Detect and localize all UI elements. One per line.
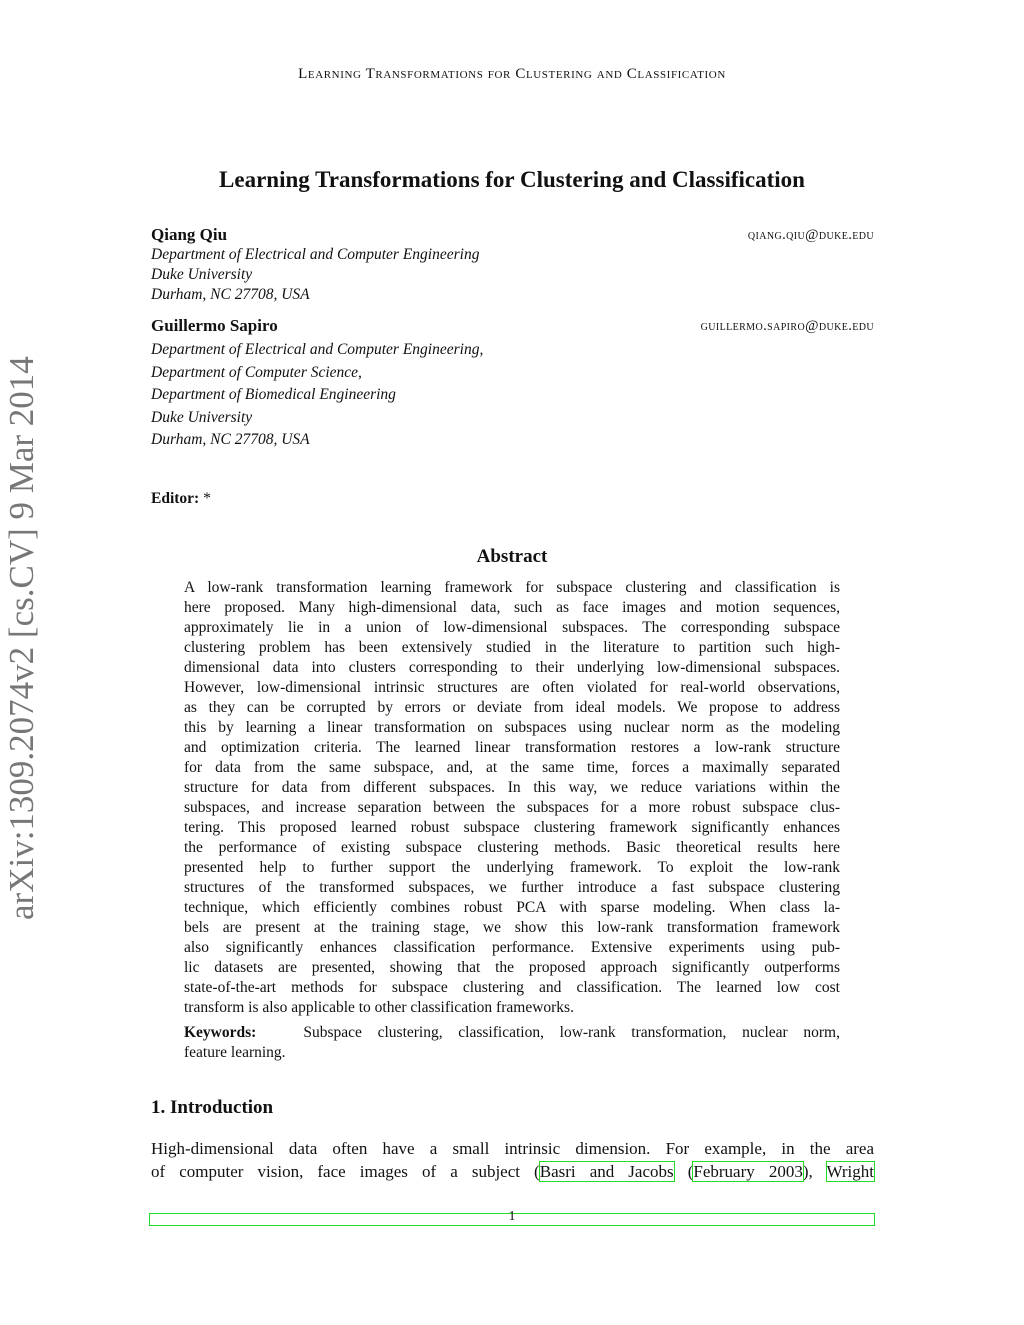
intro-line bbox=[151, 1160, 874, 1183]
abstract-line: clustering problem has been extensively studied in the literature to partition such high- bbox=[184, 639, 840, 656]
abstract-line: structure for data from different subspaces. In this way, we reduce variations within the bbox=[184, 779, 840, 796]
affiliation-line: Department of Biomedical Engineering bbox=[151, 386, 396, 404]
paper-title: Learning Transformations for Clustering and Classification bbox=[219, 167, 805, 192]
author-email-sapiro[interactable]: guillermo.sapiro@duke.edu bbox=[700, 318, 874, 334]
citation-link-wright[interactable]: Wright bbox=[826, 1162, 874, 1181]
running-head: Learning Transformations for Clustering and Classification bbox=[298, 66, 726, 82]
abstract-line: structures of the transformed subspaces, we further introduce a fast subspace clustering bbox=[184, 879, 840, 896]
author-email-qiu[interactable]: qiang.qiu@duke.edu bbox=[747, 227, 874, 243]
keywords-block bbox=[184, 1023, 840, 1063]
abstract-line: technique, which efficiently combines robust PCA with sparse modeling. When class la- bbox=[184, 899, 840, 916]
abstract-line: and optimization criteria. The learned linear transformation restores a low-rank structure bbox=[184, 739, 840, 756]
abstract-line: lic datasets are presented, showing that the proposed approach significantly outperforms bbox=[184, 959, 840, 976]
page-number: 1 bbox=[508, 1209, 516, 1224]
affiliation-line: Durham, NC 27708, USA bbox=[151, 431, 310, 449]
affiliation-line: Department of Electrical and Computer Engineering bbox=[151, 246, 480, 263]
abstract-line: subspaces, and increase separation between the subspaces for a more robust subspace clus- bbox=[184, 799, 840, 816]
editor-value: * bbox=[203, 490, 211, 507]
intro-text: ), bbox=[802, 1162, 827, 1181]
citation-link-basri-jacobs[interactable]: Basri and Jacobs bbox=[539, 1162, 674, 1181]
author-name-qiu: Qiang Qiu bbox=[151, 225, 228, 244]
keywords-line: feature learning. bbox=[184, 1044, 286, 1061]
intro-line: High-dimensional data often have a small intrinsic dimension. For example, in the area bbox=[151, 1139, 874, 1158]
abstract-line: presented help to further support the underlying framework. To exploit the low-rank bbox=[184, 859, 840, 876]
author-affiliation-sapiro bbox=[151, 339, 483, 452]
affiliation-line: Department of Computer Science, bbox=[151, 363, 362, 381]
author-name-sapiro: Guillermo Sapiro bbox=[151, 316, 278, 335]
arxiv-identifier-stamp: arXiv:1309.2074v2 [cs.CV] 9 Mar 2014 bbox=[2, 356, 41, 920]
affiliation-line: Department of Electrical and Computer Engineering, bbox=[151, 341, 484, 358]
abstract-line: bels are present at the training stage, we show this low-rank transformation framework bbox=[184, 919, 840, 936]
affiliation-line: Duke University bbox=[151, 408, 253, 426]
abstract-line: tering. This proposed learned robust subspace clustering framework significantly enhances bbox=[184, 819, 840, 836]
keywords-label: Keywords: bbox=[184, 1024, 257, 1041]
abstract-line: here proposed. Many high-dimensional data, such as face images and motion sequences, bbox=[184, 599, 840, 616]
citation-link-year[interactable]: February 2003 bbox=[693, 1162, 803, 1181]
section-heading-introduction: 1. Introduction bbox=[151, 1097, 274, 1118]
abstract-line: However, low-dimensional intrinsic structures are often violated for real-world observations, bbox=[184, 679, 840, 696]
abstract-line: dimensional data into clusters corresponding to their underlying low-dimensional subspaces. bbox=[184, 659, 840, 676]
abstract-line: this by learning a linear transformation on subspaces using nuclear norm as the modeling bbox=[184, 719, 840, 736]
introduction-body bbox=[151, 1137, 874, 1183]
abstract-line: A low-rank transformation learning framework for subspace clustering and classification is bbox=[184, 579, 840, 596]
abstract-line: state-of-the-art methods for subspace clustering and classification. The learned low cost bbox=[184, 979, 840, 996]
abstract-line: as they can be corrupted by errors or deviate from ideal models. We propose to address bbox=[184, 699, 840, 716]
abstract-line: approximately lie in a union of low-dimensional subspaces. The corresponding subspace bbox=[184, 619, 840, 636]
author-affiliation-qiu bbox=[151, 245, 479, 305]
abstract-body bbox=[184, 578, 840, 1018]
editor-label: Editor: bbox=[151, 490, 200, 507]
abstract-line: also significantly enhances classification performance. Extensive experiments using pub- bbox=[184, 939, 840, 956]
abstract-line: for data from the same subspace, and, at the same time, forces a maximally separated bbox=[184, 759, 840, 776]
editor-line bbox=[151, 490, 211, 508]
intro-text: ( bbox=[673, 1162, 694, 1181]
affiliation-line: Durham, NC 27708, USA bbox=[151, 286, 310, 303]
abstract-line: transform is also applicable to other classification frameworks. bbox=[184, 999, 574, 1016]
abstract-line: the performance of existing subspace clustering methods. Basic theoretical results here bbox=[184, 839, 840, 856]
keywords-line bbox=[184, 1023, 840, 1043]
intro-text: of computer vision, face images of a subject ( bbox=[151, 1162, 540, 1181]
affiliation-line: Duke University bbox=[151, 266, 253, 283]
abstract-heading: Abstract bbox=[476, 546, 548, 567]
keywords-text: Subspace clustering, classification, low-rank transformation, nuclear norm, bbox=[303, 1024, 840, 1041]
